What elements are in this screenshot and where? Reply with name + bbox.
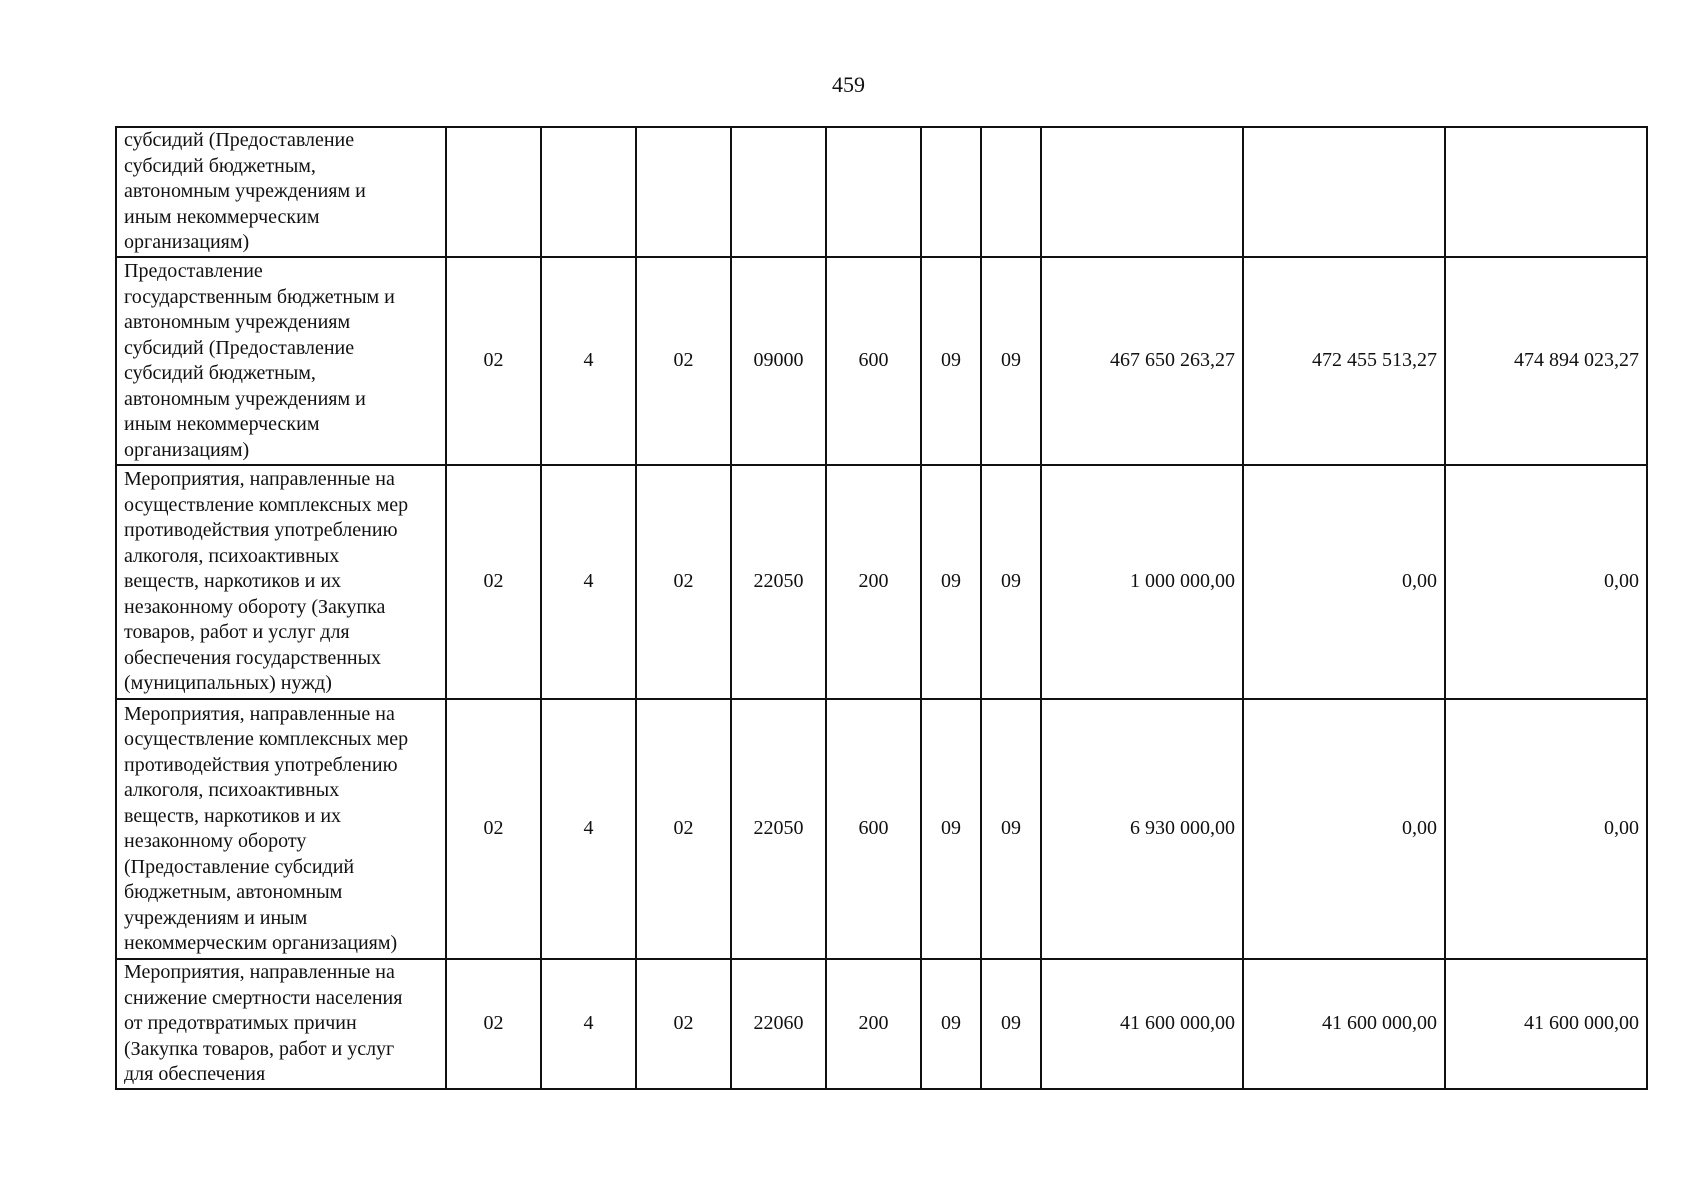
row-description: Мероприятия, направленные на осуществление комплексных мер противодействия употреблению алкоголя, психоактивных веществ, наркотиков и их незаконному обороту (Предоставление субсидий бюджетным, автономным учреждениям и иным некоммерческим организациям) bbox=[116, 699, 446, 959]
subsection-cell: 09 bbox=[981, 257, 1041, 465]
section-cell: 09 bbox=[921, 257, 981, 465]
subsection-cell: 09 bbox=[981, 699, 1041, 959]
table-row bbox=[116, 959, 1647, 1089]
amount-year-3: 0,00 bbox=[1445, 699, 1647, 959]
subsection-cell: 09 bbox=[981, 465, 1041, 699]
table-row bbox=[116, 699, 1647, 959]
subsection-cell: 09 bbox=[981, 959, 1041, 1089]
amount-year-2: 41 600 000,00 bbox=[1243, 959, 1445, 1089]
subsection-cell bbox=[981, 127, 1041, 257]
subprogram-code-cell: 4 bbox=[541, 465, 636, 699]
table-row bbox=[116, 127, 1647, 257]
direction-code-cell: 22050 bbox=[731, 699, 826, 959]
row-description: Мероприятия, направленные на осуществление комплексных мер противодействия употреблению алкоголя, психоактивных веществ, наркотиков и их незаконному обороту (Закупка товаров, работ и услуг для обеспечения государственных (муниципальных) нужд) bbox=[116, 465, 446, 699]
subprogram-code-cell: 4 bbox=[541, 257, 636, 465]
direction-code-cell: 22060 bbox=[731, 959, 826, 1089]
page-number: 459 bbox=[832, 72, 865, 97]
subprogram-code-cell: 4 bbox=[541, 699, 636, 959]
expense-type-cell bbox=[826, 127, 921, 257]
subprogram-code-cell: 4 bbox=[541, 959, 636, 1089]
program-code-cell: 02 bbox=[446, 465, 541, 699]
amount-year-3: 0,00 bbox=[1445, 465, 1647, 699]
row-description: субсидий (Предоставление субсидий бюджетным, автономным учреждениям и иным некоммерческим организациям) bbox=[116, 127, 446, 257]
section-cell bbox=[921, 127, 981, 257]
program-code-cell: 02 bbox=[446, 959, 541, 1089]
table-row bbox=[116, 257, 1647, 465]
expense-type-cell: 200 bbox=[826, 959, 921, 1089]
expense-type-cell: 600 bbox=[826, 699, 921, 959]
main-event-code-cell: 02 bbox=[636, 257, 731, 465]
amount-year-1: 41 600 000,00 bbox=[1041, 959, 1243, 1089]
program-code-cell bbox=[446, 127, 541, 257]
main-event-code-cell: 02 bbox=[636, 959, 731, 1089]
section-cell: 09 bbox=[921, 959, 981, 1089]
expense-type-cell: 200 bbox=[826, 465, 921, 699]
expense-type-cell: 600 bbox=[826, 257, 921, 465]
direction-code-cell bbox=[731, 127, 826, 257]
program-code-cell: 02 bbox=[446, 699, 541, 959]
program-code-cell: 02 bbox=[446, 257, 541, 465]
amount-year-1: 1 000 000,00 bbox=[1041, 465, 1243, 699]
budget-table bbox=[115, 126, 1648, 1090]
row-description: Предоставление государственным бюджетным и автономным учреждениям субсидий (Предоставление субсидий бюджетным, автономным учреждениям и иным некоммерческим организациям) bbox=[116, 257, 446, 465]
direction-code-cell: 09000 bbox=[731, 257, 826, 465]
amount-year-1 bbox=[1041, 127, 1243, 257]
amount-year-2: 0,00 bbox=[1243, 465, 1445, 699]
row-description: Мероприятия, направленные на снижение смертности населения от предотвратимых причин (Закупка товаров, работ и услуг для обеспечения bbox=[116, 959, 446, 1089]
main-event-code-cell bbox=[636, 127, 731, 257]
table-row bbox=[116, 465, 1647, 699]
amount-year-1: 467 650 263,27 bbox=[1041, 257, 1243, 465]
amount-year-3 bbox=[1445, 127, 1647, 257]
section-cell: 09 bbox=[921, 465, 981, 699]
amount-year-3: 474 894 023,27 bbox=[1445, 257, 1647, 465]
amount-year-2: 0,00 bbox=[1243, 699, 1445, 959]
direction-code-cell: 22050 bbox=[731, 465, 826, 699]
amount-year-2 bbox=[1243, 127, 1445, 257]
main-event-code-cell: 02 bbox=[636, 699, 731, 959]
main-event-code-cell: 02 bbox=[636, 465, 731, 699]
subprogram-code-cell bbox=[541, 127, 636, 257]
amount-year-2: 472 455 513,27 bbox=[1243, 257, 1445, 465]
amount-year-1: 6 930 000,00 bbox=[1041, 699, 1243, 959]
section-cell: 09 bbox=[921, 699, 981, 959]
amount-year-3: 41 600 000,00 bbox=[1445, 959, 1647, 1089]
